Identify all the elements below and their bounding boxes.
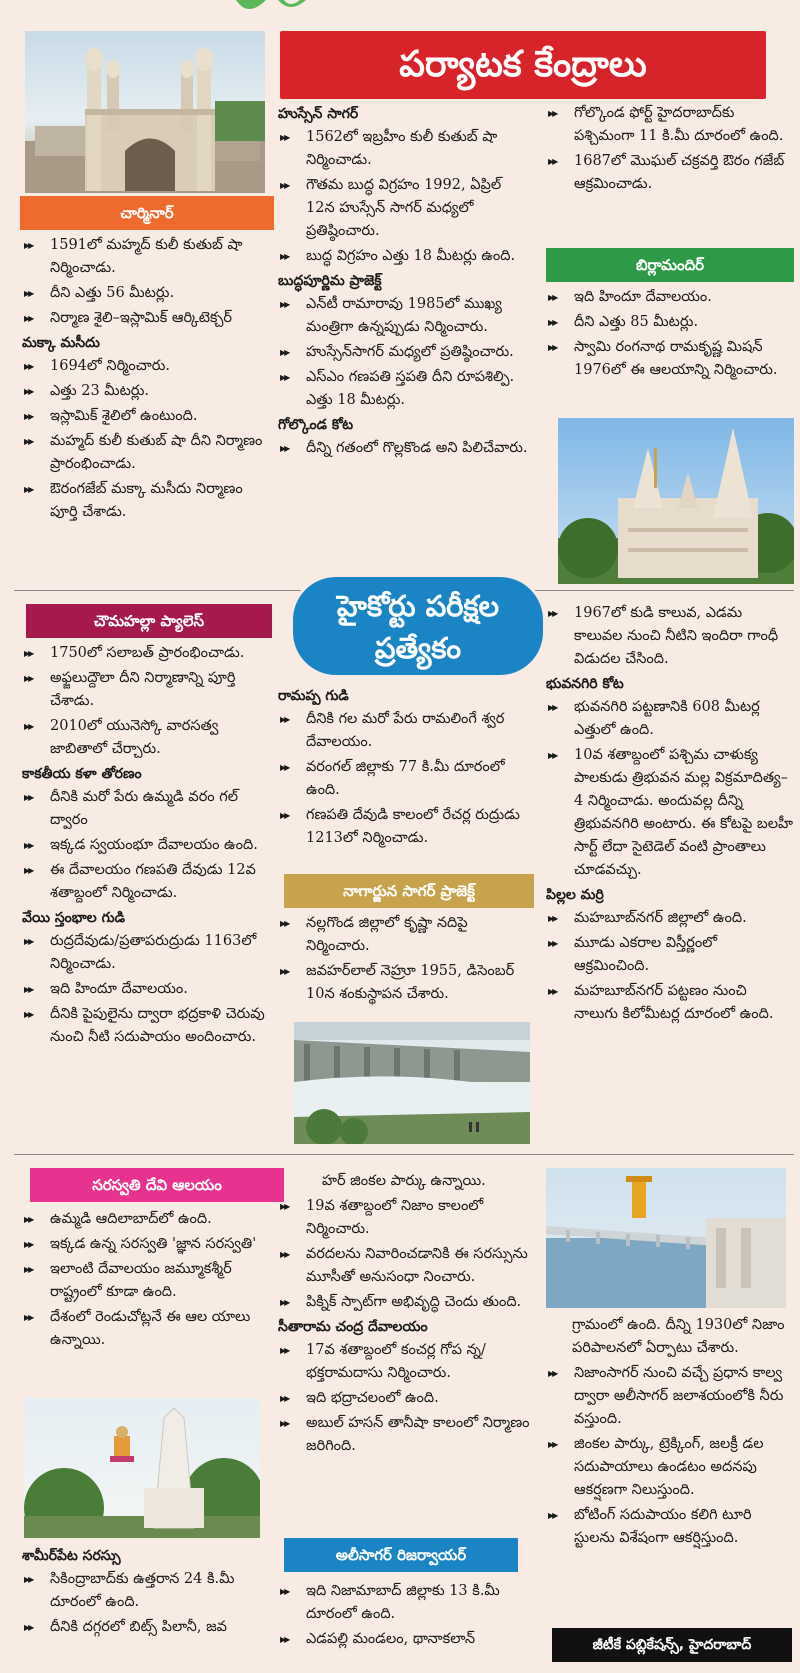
page-title: పర్యాటక కేంద్రాలు <box>399 44 647 85</box>
thousand-pillar-heading: వేయి స్తంభాల గుడి <box>22 910 125 926</box>
list-item: ▶▶ భువనగిరి పట్టణానికి 608 మీటర్ల ఎత్తులో ఉంది. <box>544 696 794 742</box>
saraswati-ribbon: సరస్వతి దేవి ఆలయం <box>30 1168 284 1202</box>
list-item: ▶▶ 17వ శతాబ్దంలో కంచర్ల గోప న్న/భక్తరామదాసు నిర్మించారు. <box>276 1339 532 1385</box>
list-item: ▶▶ దీని ఎత్తు 56 మీటర్లు. <box>20 282 268 305</box>
left-col-1 <box>20 234 268 526</box>
list-item: ▶▶ వరంగల్‌ జిల్లాకు 77 కి.మీ దూరంలో ఉంది. <box>276 756 532 802</box>
list-item: ▶▶ 1687లో మొఘల్‌ చక్రవర్తి ఔరం గజేబ్‌ ఆక్రమించాడు. <box>544 150 794 196</box>
birla-ribbon: బిర్లామందిర్‌ <box>546 248 794 282</box>
mid-col-3b <box>276 1580 532 1653</box>
list-item: ▶▶ ఇది నిజామాబాద్‌ జిల్లాకు 13 కి.మీ దూరంలో ఉంది. <box>276 1580 532 1626</box>
list-item: ▶▶ ఇది హిందూ దేవాలయం. <box>544 286 794 309</box>
charminar-ribbon: చార్మినార్‌ <box>20 196 274 230</box>
list-item: ▶▶ జవహర్‌లాల్‌ నెహ్రూ 1955, డిసెంబర్‌ 10న శంకుస్థాపన చేశారు. <box>276 960 532 1006</box>
list-item: ▶▶ ఇస్లామిక్‌ శైలిలో ఉంటుంది. <box>20 405 268 428</box>
list-item: ▶▶ ఇక్కడ స్వయంభూ దేవాలయం ఉంది. <box>20 834 268 857</box>
chowmahalla-ribbon: చౌమహల్లా ప్యాలెస్‌ <box>26 604 272 638</box>
list-item: ▶▶ స్వామి రంగనాథ రామకృష్ణ మిషన్‌ 1976లో ఈ ఆలయాన్ని నిర్మించారు. <box>544 336 794 382</box>
hussain-heading: హుస్సేన్‌ సాగర్‌ <box>278 106 359 122</box>
right-col-3 <box>544 1314 794 1552</box>
list-item: ▶▶ 10వ శతాబ్దంలో పశ్చిమ చాళుక్య పాలకుడు త్రిభువన మల్ల విక్రమాదిత్య–4 నిర్మించాడు. అందువల్ల దీన్ని త్రిభువనగిరి అంటారు. ఈ కోటపై బలహీ సార్ట్ లేదా సైటెడెల్‌ వంటి ప్రాంతాలు చూడవచ్చు. <box>544 744 794 882</box>
list-item: ▶▶ దీన్ని గతంలో గొల్లకొండ అని పిలిచేవారు. <box>276 437 532 460</box>
list-item: ▶▶ ఇలాంటి దేవాలయం జమ్మూకశ్మీర్‌ రాష్ట్రంలో కూడా ఉంది. <box>20 1258 270 1304</box>
list-item: ▶▶ మూడు ఎకరాల విస్తీర్ణంలో ఆక్రమించింది. <box>544 932 794 978</box>
alisagar-ribbon: అలీసాగర్‌ రిజర్వాయర్‌ <box>284 1538 518 1572</box>
badge-text: హైకోర్టు పరీక్షల ప్రత్యేకం <box>336 589 500 665</box>
pillalamarri-heading: పిల్లల మర్రి <box>546 887 604 903</box>
mid-col-2b <box>276 912 532 1008</box>
list-item: ▶▶ పిక్నిక్‌ స్పాట్‌గా అభివృద్ధి చెందు తుంది. <box>276 1291 532 1314</box>
logo-fragment <box>228 0 318 16</box>
mid-col-3 <box>276 1170 532 1460</box>
charminar-photo <box>25 31 265 193</box>
mecca-heading: మక్కా మసీదు <box>22 335 100 351</box>
birla-mandir-photo <box>558 418 794 584</box>
seetharama-heading: సీతారామ చంద్ర దేవాలయం <box>278 1319 428 1335</box>
section-divider <box>14 1154 794 1155</box>
alisagar-continuation: గ్రామంలో ఉంది. దీన్ని 1930లో నిజాం పరిపాలనలో ఏర్పాటు చేశారు. <box>572 1317 785 1356</box>
list-item: ▶▶ దీనికి మరో పేరు ఉమ్మడి వరం గల్‌ ద్వారం <box>20 786 268 832</box>
list-item: ▶▶ ఎత్తు 23 మీటర్లు. <box>20 380 268 403</box>
nagarjuna-ribbon: నాగార్జున సాగర్‌ ప్రాజెక్ట్‌ <box>284 874 534 908</box>
list-item: ▶▶ మహబూబ్‌నగర్‌ జిల్లాలో ఉంది. <box>544 907 794 930</box>
kakatiya-heading: కాకతీయ కళా తోరణం <box>22 766 142 782</box>
list-item: ▶▶ 1967లో కుడి కాలువ, ఎడమ కాలువల నుంచి నీటిని ఇందిరా గాంధీ విడుదల చేసింది. <box>544 602 794 671</box>
list-item: ▶▶ అబుల్‌ హసన్‌ తానీషా కాలంలో నిర్మాణం జరిగింది. <box>276 1412 532 1458</box>
list-item: ▶▶ ఎన్‌టీ రామారావు 1985లో ముఖ్య మంత్రిగా ఉన్నప్పుడు నిర్మించారు. <box>276 293 532 339</box>
list-item: ▶▶ బోటింగ్‌ సదుపాయం కలిగి టూరి స్టులను విశేషంగా ఆకర్షిస్తుంది. <box>544 1504 794 1550</box>
list-item: ▶▶ ఎస్‌ఎం గణపతి స్తపతి దీని రూపశిల్పి. ఎత్తు 18 మీటర్లు. <box>276 366 532 412</box>
list-item: ▶▶ జింకల పార్కు, ట్రెక్కింగ్‌, జలక్రీ డల సదుపాయాలు ఉండటం అదనపు ఆకర్షణగా నిలుస్తుంది. <box>544 1433 794 1502</box>
list-item: ▶▶ దీనికి దగ్గరలో బిట్స్‌ పిలానీ, జవ <box>20 1616 270 1639</box>
left-col-2 <box>20 642 268 1051</box>
right-col-2 <box>544 602 794 1028</box>
list-item: ▶▶ ఇది భద్రాచలంలో ఉంది. <box>276 1387 532 1410</box>
list-item: ▶▶ ఈ దేవాలయం గణపతి దేవుడు 12వ శతాబ్దంలో నిర్మించాడు. <box>20 859 268 905</box>
list-item: ▶▶ వరదలను నివారించడానికి ఈ సరస్సును మూసీతో అనుసంధా నించారు. <box>276 1243 532 1289</box>
bhuvanagiri-heading: భువనగిరి కోట <box>546 676 624 692</box>
list-item: ▶▶ రుద్రదేవుడు/ప్రతాపరుద్రుడు 1163లో నిర్మించాడు. <box>20 930 268 976</box>
alisagar-photo <box>546 1168 786 1308</box>
list-item: ▶▶ సికింద్రాబాద్‌కు ఉత్తరాన 24 కి.మీ దూరంలో ఉంది. <box>20 1568 270 1614</box>
list-item: ▶▶ ఔరంగజేబ్‌ మక్కా మసీదు నిర్మాణం పూర్తి చేశాడు. <box>20 478 268 524</box>
list-item: ▶▶ దేశంలో రెండుచోట్లనే ఈ ఆల యాలు ఉన్నాయి. <box>20 1306 270 1352</box>
list-item: ▶▶ మహబూబ్‌నగర్‌ పట్టణం నుంచి నాలుగు కిలోమీటర్ల దూరంలో ఉంది. <box>544 980 794 1026</box>
list-item: ▶▶ 2010లో యునెస్కో వారసత్వ జాబితాలో చేర్చారు. <box>20 715 268 761</box>
right-col-1b <box>544 286 794 384</box>
list-item: ▶▶ నిర్మాణ శైలి–ఇస్లామిక్‌ ఆర్కిటెక్చర్‌ <box>20 307 268 330</box>
list-item: ▶▶ అఫ్జలుద్దౌలా దీని నిర్మాణాన్ని పూర్తి చేశాడు. <box>20 667 268 713</box>
ramappa-heading: రామప్ప గుడి <box>278 688 349 704</box>
list-item: ▶▶ దీనికి గల మరో పేరు రామలింగే శ్వర దేవాలయం. <box>276 708 532 754</box>
list-item: ▶▶ ఇక్కడ ఉన్న సరస్వతి 'జ్ఞాన సరస్వతి' <box>20 1233 270 1256</box>
saraswati-temple-photo <box>24 1398 260 1538</box>
list-item: ▶▶ 1591లో మహ్మద్‌ కులీ కుతుబ్‌ షా నిర్మించాడు. <box>20 234 268 280</box>
list-item: ▶▶ గోల్కొండ ఫోర్ట్‌ హైదరాబాద్‌కు పశ్చిమంగా 11 కి.మీ దూరంలో ఉంది. <box>544 102 794 148</box>
list-item: ▶▶ హుస్సేన్‌సాగర్‌ మధ్యలో ప్రతిష్ఠించారు. <box>276 341 532 364</box>
list-item: ▶▶ నిజాంసాగర్‌ నుంచి వచ్చే ప్రధాన కాల్వ ద్వారా అలీసాగర్‌ జలాశయంలోకి నీరు వస్తుంది. <box>544 1362 794 1431</box>
golconda-heading: గోల్కొండ కోట <box>278 417 353 433</box>
publisher-credit: జీటీకే పబ్లికేషన్స్‌, హైదరాబాద్‌ <box>552 1628 792 1662</box>
page-header <box>280 31 766 99</box>
nagarjuna-dam-photo <box>294 1022 530 1144</box>
list-item: ▶▶ ఉమ్మడి ఆదిలాబాద్‌లో ఉంది. <box>20 1208 270 1231</box>
buddha-heading: బుద్ధపూర్ణిమ ప్రాజెక్ట్‌ <box>278 273 382 289</box>
list-item: ▶▶ నల్లగొండ జిల్లాలో కృష్ణా నదిపై నిర్మించారు. <box>276 912 532 958</box>
list-item: ▶▶ గౌతమ బుద్ధ విగ్రహం 1992, ఏప్రిల్‌ 12న హుస్సేన్‌ సాగర్‌ మధ్యలో ప్రతిష్ఠించారు. <box>276 174 532 243</box>
list-item: ▶▶ 1750లో సలాబత్‌ ప్రారంభించాడు. <box>20 642 268 665</box>
list-item: ▶▶ దీనికి పైపులైను ద్వారా భద్రకాళి చెరువు నుంచి నీటి సదుపాయం అందించారు. <box>20 1003 268 1049</box>
mid-col-1 <box>276 102 532 462</box>
list-item: ▶▶ 19వ శతాబ్దంలో నిజాం కాలంలో నిర్మించారు. <box>276 1195 532 1241</box>
list-item: ▶▶ 1694లో నిర్మించారు. <box>20 355 268 378</box>
list-item: ▶▶ దీని ఎత్తు 85 మీటర్లు. <box>544 311 794 334</box>
left-col-3b <box>20 1544 270 1641</box>
list-item: ▶▶ బుద్ధ విగ్రహం ఎత్తు 18 మీటర్లు ఉంది. <box>276 245 532 268</box>
list-item: ▶▶ గణపతి దేవుడి కాలంలో రేచర్ల రుద్రుడు 1213లో నిర్మించాడు. <box>276 804 532 850</box>
right-col-1 <box>544 102 794 198</box>
left-col-3 <box>20 1208 270 1354</box>
shamirpet-continuation: హర్‌ జింకల పార్కు ఉన్నాయి. <box>322 1173 486 1189</box>
list-item: ▶▶ ఇది హిందూ దేవాలయం. <box>20 978 268 1001</box>
high-court-badge <box>290 574 546 678</box>
shamirpet-heading: శామీర్‌పేట సరస్సు <box>22 1548 121 1564</box>
list-item: ▶▶ మహ్మద్‌ కులీ కుతుబ్‌ షా దీని నిర్మాణం ప్రారంభించాడు. <box>20 430 268 476</box>
list-item: ▶▶ ఎడపల్లి మండలం, థానాకలాన్‌ <box>276 1628 532 1651</box>
list-item: ▶▶ 1562లో ఇబ్రహీం కులీ కుతుబ్‌ షా నిర్మించాడు. <box>276 126 532 172</box>
mid-col-2 <box>276 684 532 852</box>
